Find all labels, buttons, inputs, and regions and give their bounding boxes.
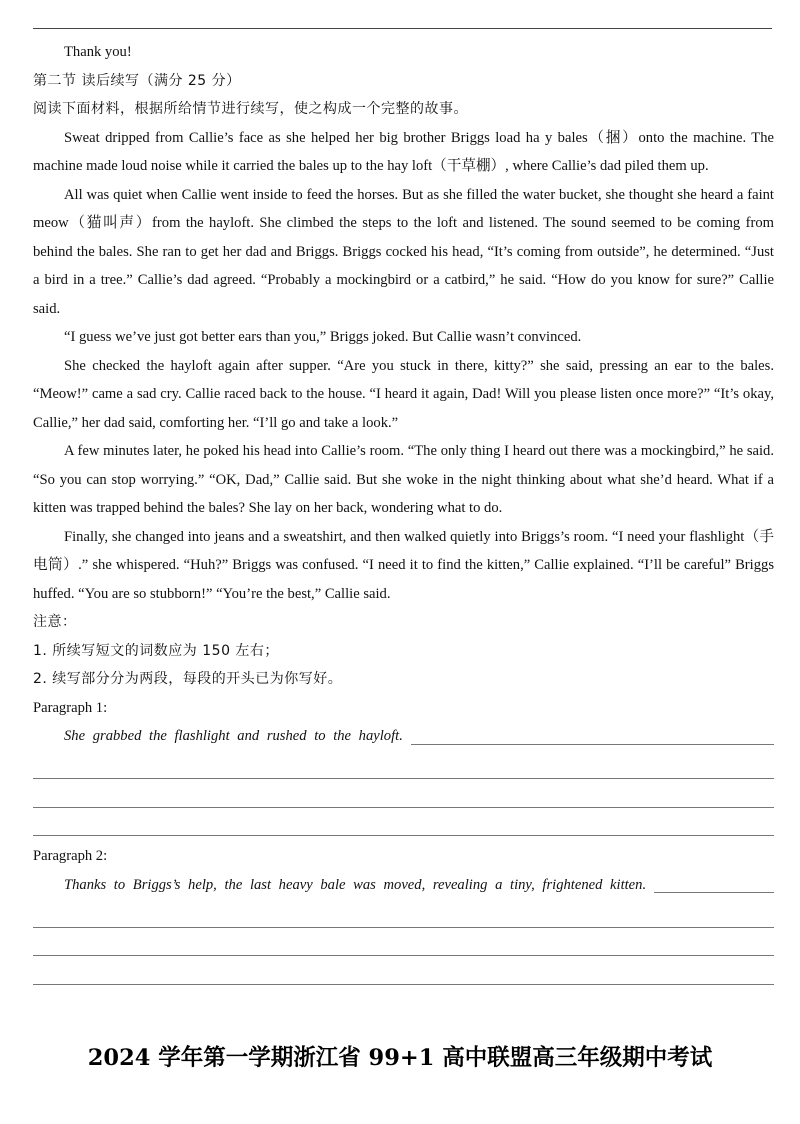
exam-footer-title: 2024 学年第一学期浙江省 99+1 高中联盟高三年级期中考试 xyxy=(87,1045,713,1071)
section-header: 第二节 读后续写（满分 25 分） xyxy=(33,72,241,89)
paragraph-2-label: Paragraph 2: xyxy=(33,848,108,864)
exam-page-content xyxy=(33,38,774,985)
paragraph-1-label: Paragraph 1: xyxy=(33,699,108,716)
story-paragraph-2: All was quiet when Callie went inside to feed the horses. But as she filled the water bucket, she thought she heard a faint meow（猫叫声）from the hayloft. She climbed the steps to the loft and listened. The sound seemed to be coming from behind the bales. She ran to get her dad and Briggs. Briggs cocked his head, “It’s coming from outside”, he determined. “Just a bird in a tree.” Callie’s dad agreed. “Probably a mockingbird or a catbird,” he said. “How do you know for sure?” Callie said. xyxy=(33,186,774,317)
paragraph-2-answer-blank[interactable] xyxy=(654,874,774,893)
story-paragraph-1: Sweat dripped from Callie’s face as she helped her big brother Briggs load ha y bales（捆）onto the machine. The machine made loud noise while it carried the bales up to the hay loft（干草棚）, where Callie’s dad piled them up. xyxy=(33,129,774,174)
paragraph-2-starter xyxy=(33,871,774,900)
notes-heading: 注意： xyxy=(33,614,77,630)
paragraph-1-starter xyxy=(33,722,774,751)
paragraph-1-starter-text: She grabbed the flashlight and rushed to the hayloft. xyxy=(64,728,403,744)
story-passage xyxy=(33,124,774,609)
story-paragraph-5: A few minutes later, he poked his head into Callie’s room. “The only thing I heard out there was a mockingbird,” he said. “So you can stop worrying.” “OK, Dad,” Callie said. But she woke in the night thinking about what she’d heard. What if a kitten was trapped behind the bales? She lay on her back, wondering what to do. xyxy=(33,443,774,516)
note-item-1: 1. 所续写短文的词数应为 150 左右； xyxy=(33,642,279,659)
instruction-text: 阅读下面材料，根据所给情节进行续写，使之构成一个完整的故事。 xyxy=(33,101,468,117)
story-paragraph-6: Finally, she changed into jeans and a sweatshirt, and then walked quietly into Briggs’s room. “I need your flashlight（手电筒）.” she whispered. “Huh?” Briggs was confused. “I need it to find the kitten,” Callie explained. “I’ll be careful” Briggs huffed. “You are so stubborn!” “You’re the best,” Callie said. xyxy=(33,528,774,602)
note-item-2: 2. 续写部分分为两段，每段的开头已为你写好。 xyxy=(33,671,343,687)
thanks-line: Thank you! xyxy=(64,44,132,60)
paragraph-1-writing-line[interactable] xyxy=(33,835,774,836)
paragraph-1-answer-blank[interactable] xyxy=(411,726,774,745)
paragraph-2-starter-text: Thanks to Briggs’s help, the last heavy bale was moved, revealing a tiny, frightened kitten. xyxy=(64,876,647,893)
story-paragraph-3: “I guess we’ve just got better ears than you,” Briggs joked. But Callie wasn’t convinced. xyxy=(64,329,582,345)
paragraph-2-writing-line[interactable] xyxy=(33,984,774,985)
story-paragraph-4: She checked the hayloft again after supper. “Are you stuck in there, kitty?” she said, pressing an ear to the bales. “Meow!” came a sad cry. Callie raced back to the house. “I heard it again, Dad! Will you please listen once more?” “It’s okay, Callie,” her dad said, comforting her. “I’ll go and take a look.” xyxy=(33,357,774,431)
top-rule xyxy=(33,28,772,29)
